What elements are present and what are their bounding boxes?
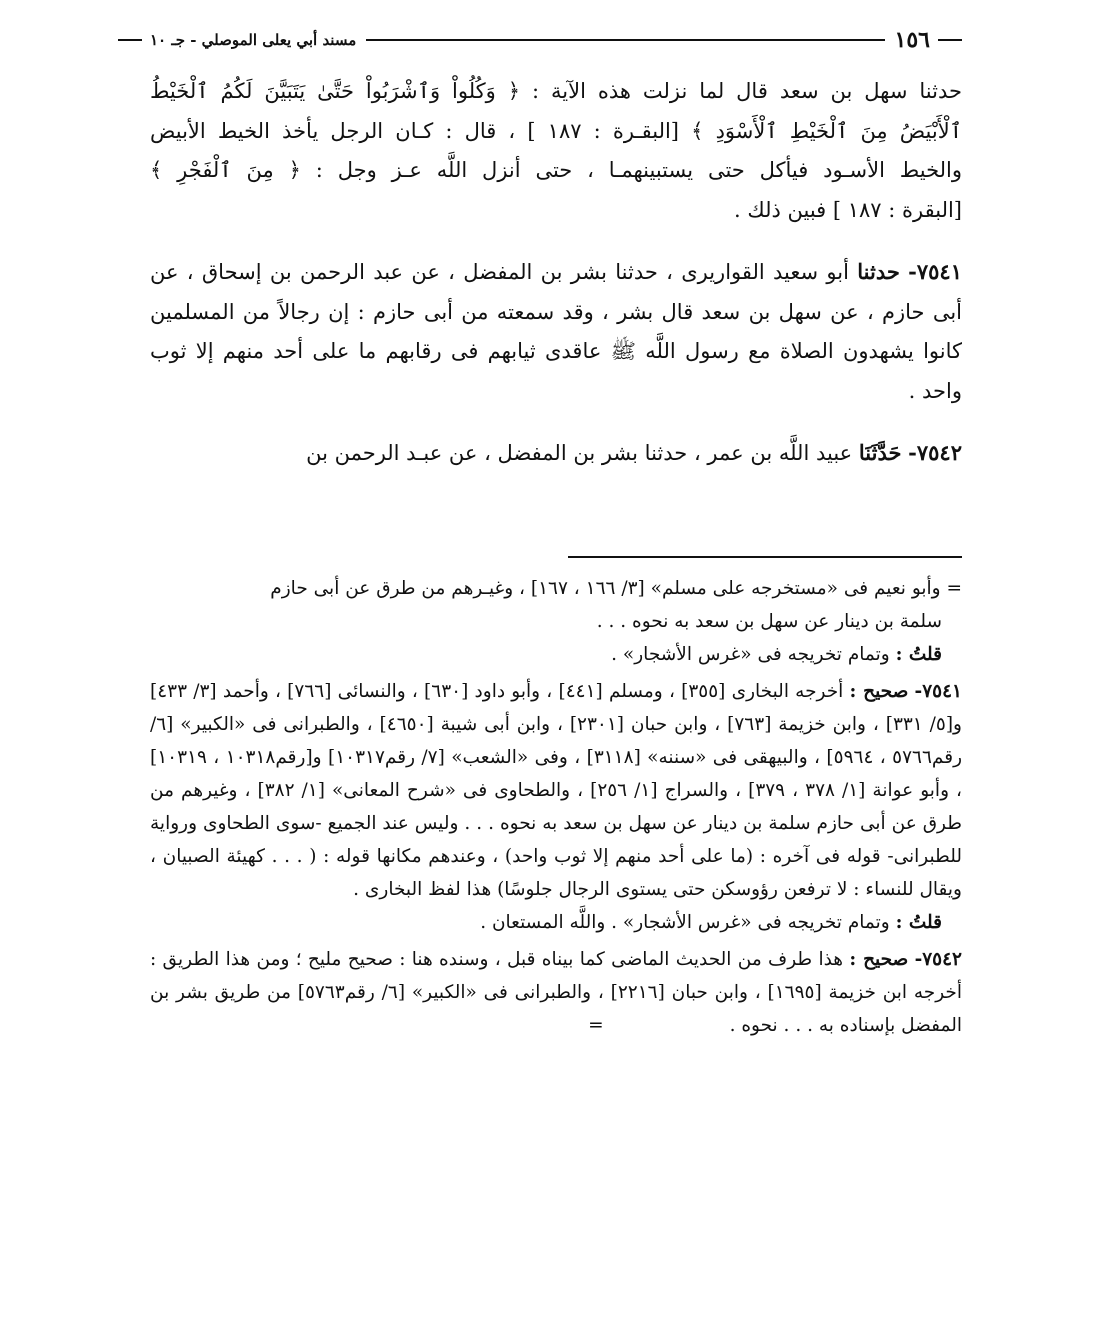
book-title: مسند أبي يعلى الموصلي - جـ ١٠ (150, 31, 357, 49)
main-text (150, 72, 962, 474)
hadith-text: عبيد اللَّه بن عمر ، حدثنا بشر بن المفضل ، عن عبـد الرحمن بن (306, 441, 853, 465)
continuation-line-2: ٱلْأَبْيَضُ مِنَ ٱلْخَيْطِ ٱلْأَسْوَدِ ﴾ [البقـرة : ١٨٧ ] ، قال : كـان الرجل يأخذ الخيط الأبيض (150, 118, 963, 143)
hadith-7541 (150, 252, 962, 411)
footnote-continuation-line-2: سلمة بن دينار عن سهل بن سعد به نحوه . . . (596, 611, 942, 632)
footnote-continuation (150, 572, 962, 605)
remark-lead: قلتُ : (895, 644, 942, 665)
hadith-7542 (150, 433, 962, 474)
hadith-continuation (150, 72, 962, 230)
header-dash-right (938, 39, 962, 41)
footnote-7541 (150, 675, 962, 906)
running-header (118, 20, 962, 60)
hadith-number: ٧٥٤٢- (908, 440, 962, 465)
footnote-continuation-line-2-block (150, 605, 962, 638)
footnote-separator (568, 556, 962, 558)
footnote-text: أخرجه البخارى [٣٥٥] ، ومسلم [٤٤١] ، وأبو داود [٦٣٠] ، والنسائى [٧٦٦] ، وأحمد [٣/ ٤٣٣] و[٥/ ٣٣١] ، وابن خزيمة [٧٦٣] ، وابن حبان [٢٣٠١] ، وابن أبى شيبة [٤٦٥٠] ، والطبرانى فى «الكبير» [٦/ رقم٥٧٦٦ ، ٥٩٦٤] ، والبيهقى فى «سننه» [٣١١٨] ، وفى «الشعب» [٧/ رقم١٠٣١٧] و[رقم١٠٣١٨ ، ١٠٣١٩] ، وأبو عوانة [١/ ٣٧٨ ، ٣٧٩] ، والسراج [١/ ٢٥٦] ، والطحاوى فى «شرح المعانى» [١/ ٣٨٢] ، وغيرهم من طرق عن أبى حازم سلمة بن دينار عن سهل بن سعد به نحوه . . . وليس عند الجميع -سوى الطحاوى ورواية للطبرانى- قوله فى آخره : (ما على أحد منهم إلا ثوب واحد) ، وعندهم مكانها قوله : ( . . . كهيئة الصبيان ، ويقال للنساء : لا ترفعن رؤوسكن حتى يستوى الرجال جلوسًا) هذا لفظ البخارى . (150, 681, 963, 900)
page-number: ١٥٦ (894, 27, 930, 53)
continuation-line-1: حدثنا سهل بن سعد قال لما نزلت هذه الآية : ﴿ وَكُلُواْ وَٱشْرَبُواْ حَتَّىٰ يَتَبَيَّنَ لَكُمُ ٱلْخَيْطُ (150, 79, 962, 103)
remark-text: وتمام تخريجه فى «غرس الأشجار» . (611, 644, 890, 665)
remark-lead: قلتُ : (895, 912, 942, 933)
footnote-text: هذا طرف من الحديث الماضى كما بيناه قبل ، وسنده هنا : صحيح مليح ؛ ومن هذا الطريق : أخرجه ابن خزيمة [١٦٩٥] ، وابن حبان [٢٢١٦] ، والطبرانى فى «الكبير» [٦/ رقم٥٧٦٣] من طريق بشر بن المفضل بإسناده به . . . نحوه . (150, 949, 963, 1036)
footnote-grade: صحيح : (849, 949, 909, 970)
header-rule (366, 39, 884, 41)
footnote-remark-1 (150, 638, 962, 671)
hadith-lead-word: حدثنا (857, 259, 900, 284)
hadith-lead-word: حَدَّثَنَا (858, 440, 902, 465)
footnote-7542 (150, 943, 962, 1042)
footnote-grade: صحيح : (849, 681, 909, 702)
hadith-number: ٧٥٤١- (908, 259, 962, 284)
footnote-remark-2 (150, 906, 962, 939)
hadith-text: أبو سعيد القواريرى ، حدثنا بشر بن المفضل ، عن عبد الرحمن بن إسحاق ، عن أبى حازم ، عن سهل بن سعد قال بشر ، وقد سمعته من أبى حازم : إن رجالاً من المسلمين كانوا يشهدون الصلاة مع رسول اللَّه ﷺ عاقدى ثيابهم فى رقابهم ما على أحد منهم إلا ثوب واحد . (150, 260, 962, 403)
footnote-number: ٧٥٤٢- (914, 949, 962, 970)
remark-text: وتمام تخريجه فى «غرس الأشجار» . واللَّه المستعان . (480, 912, 890, 933)
footnotes (150, 572, 962, 1042)
continuation-line-4: [البقرة : ١٨٧ ] فبين ذلك . (734, 197, 962, 222)
footnote-number: ٧٥٤١- (914, 681, 962, 702)
continuation-mark: = (588, 1015, 604, 1036)
footnote-continuation-line-1: = وأبو نعيم فى «مستخرجه على مسلم» [٣/ ١٦٦ ، ١٦٧] ، وغيـرهم من طرق عن أبى حازم (270, 578, 962, 599)
continuation-line-3: والخيط الأسـود فيأكل حتى يستبينهمـا ، حتى أنزل اللَّه عـز وجل : ﴿ مِنَ ٱلْفَجْرِ ﴾ (150, 158, 962, 182)
header-dash-left (118, 39, 142, 41)
